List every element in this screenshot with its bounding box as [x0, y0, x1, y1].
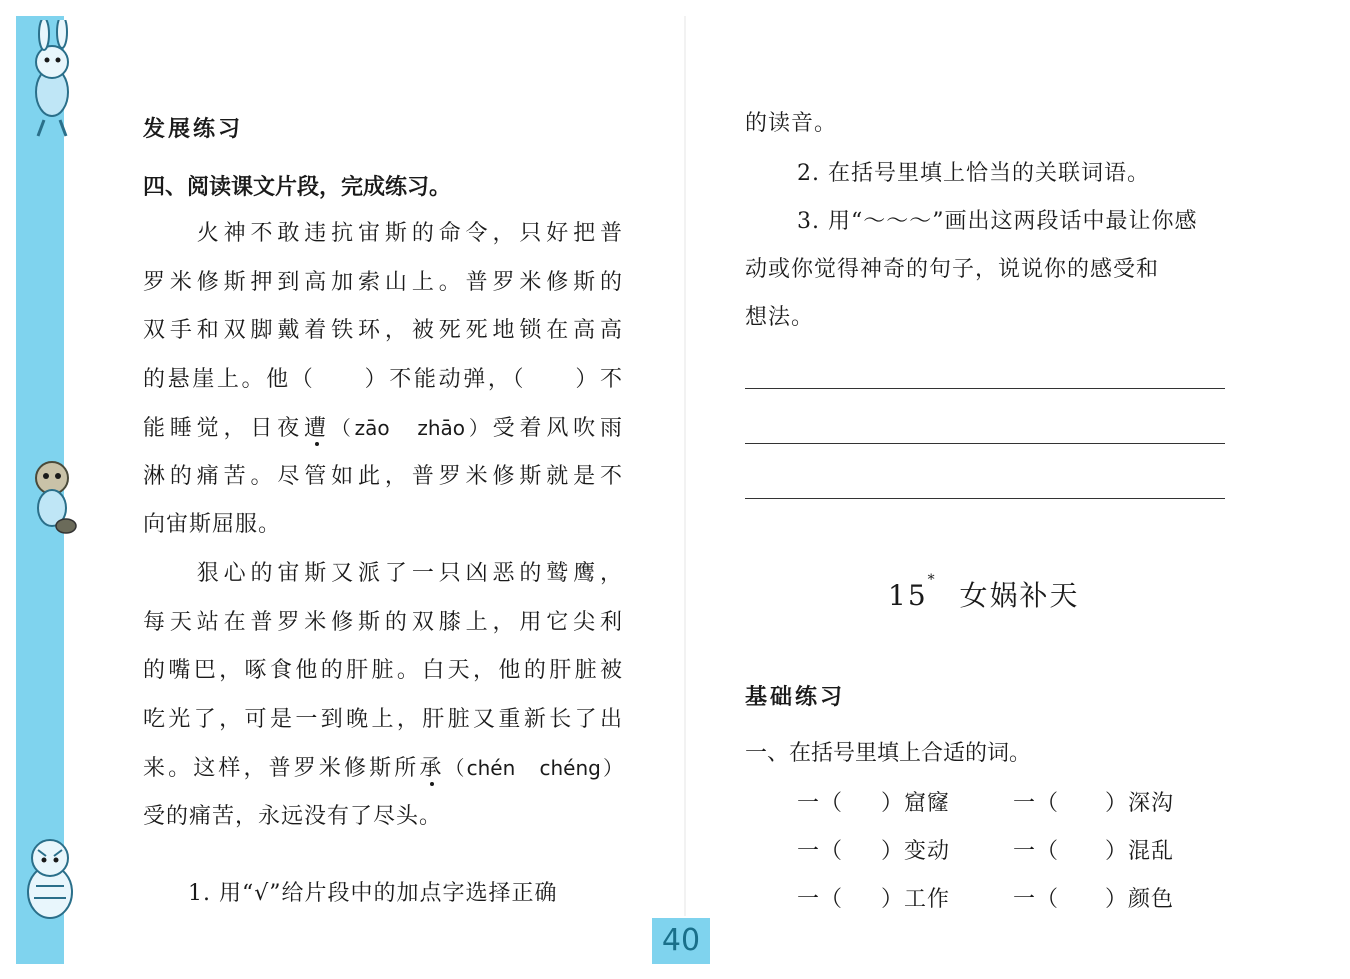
passage2-line: 受的痛苦，永远没有了尽头。 [143, 803, 443, 829]
passage2-line: 每天站在普罗米修斯的双膝上，用它尖利 [143, 609, 623, 635]
question-3-line-1: 3. 用“～～～”画出这两段话中最让你感 [797, 209, 1198, 234]
dotted-character: 遭 [304, 416, 331, 441]
pinyin-choice: （zāo zhāo） [330, 416, 493, 440]
passage1-line-pinyin: 能睡觉，日夜遭（zāo zhāo）受着风吹雨 [143, 416, 623, 441]
raccoon-mascot-icon [22, 452, 82, 536]
lesson-number: 15 [888, 579, 928, 612]
fill-item[interactable]: 一（ ）工作 [797, 887, 951, 912]
lesson-name: 女娲补天 [959, 579, 1080, 612]
passage2-line: 的嘴巴，啄食他的肝脏。白天，他的肝脏被 [143, 658, 623, 683]
dotted-character: 承 [419, 756, 445, 781]
reading-question-heading: 四、阅读课文片段，完成练习。 [143, 175, 452, 200]
rabbit-mascot-icon [14, 20, 90, 140]
fill-question-heading: 一、在括号里填上合适的词。 [745, 741, 1032, 766]
pinyin-choice: （chén chéng） [444, 756, 623, 780]
answer-line[interactable] [745, 388, 1225, 389]
question-1-continued: 的读音。 [745, 111, 838, 136]
tiger-mascot-icon [16, 826, 82, 926]
answer-line[interactable] [745, 443, 1225, 444]
fill-item[interactable]: 一（ ）颜色 [1013, 887, 1175, 912]
page-number: 40 [652, 918, 710, 964]
passage1-line: 淋的痛苦。尽管如此，普罗米修斯就是不 [143, 463, 623, 489]
question-3-line-2: 动或你觉得神奇的句子，说说你的感受和 [745, 257, 1160, 282]
lesson-star: * [927, 572, 937, 588]
lesson-title [888, 574, 1080, 614]
passage2-line: 狠心的宙斯又派了一只凶恶的鹫鹰， [143, 561, 623, 586]
fill-item[interactable]: 一（ ）变动 [797, 839, 951, 864]
passage-paragraph-2 [143, 550, 623, 841]
question-1-text: 1. 用“√”给片段中的加点字选择正确 [165, 881, 558, 906]
development-practice-title: 发展练习 [143, 117, 244, 142]
basic-practice-title: 基础练习 [745, 685, 846, 710]
question-3-line-3: 想法。 [745, 305, 815, 330]
passage2-line: 吃光了，可是一到晚上，肝脏又重新长了出 [143, 706, 623, 732]
passage1-line: 的悬崖上。他（ ）不能动弹，（ ）不 [143, 366, 623, 392]
passage2-line-pinyin: 来。这样，普罗米修斯所承（chén chéng） [143, 756, 623, 781]
page-fold [684, 16, 686, 916]
fill-item[interactable]: 一（ ）窟窿 [797, 791, 951, 816]
passage1-line: 向宙斯屈服。 [143, 512, 282, 537]
fill-item[interactable]: 一（ ）混乱 [1013, 839, 1175, 864]
passage-paragraph-1 [143, 210, 623, 550]
passage1-line: 罗米修斯押到高加索山上。普罗米修斯的 [143, 269, 623, 295]
passage1-line: 双手和双脚戴着铁环，被死死地锁在高高 [143, 318, 623, 343]
passage1-line: 火神不敢违抗宙斯的命令，只好把普 [143, 221, 623, 246]
question-2-text: 2. 在括号里填上恰当的关联词语。 [797, 161, 1150, 186]
fill-item[interactable]: 一（ ）深沟 [1013, 791, 1175, 816]
answer-line[interactable] [745, 498, 1225, 499]
